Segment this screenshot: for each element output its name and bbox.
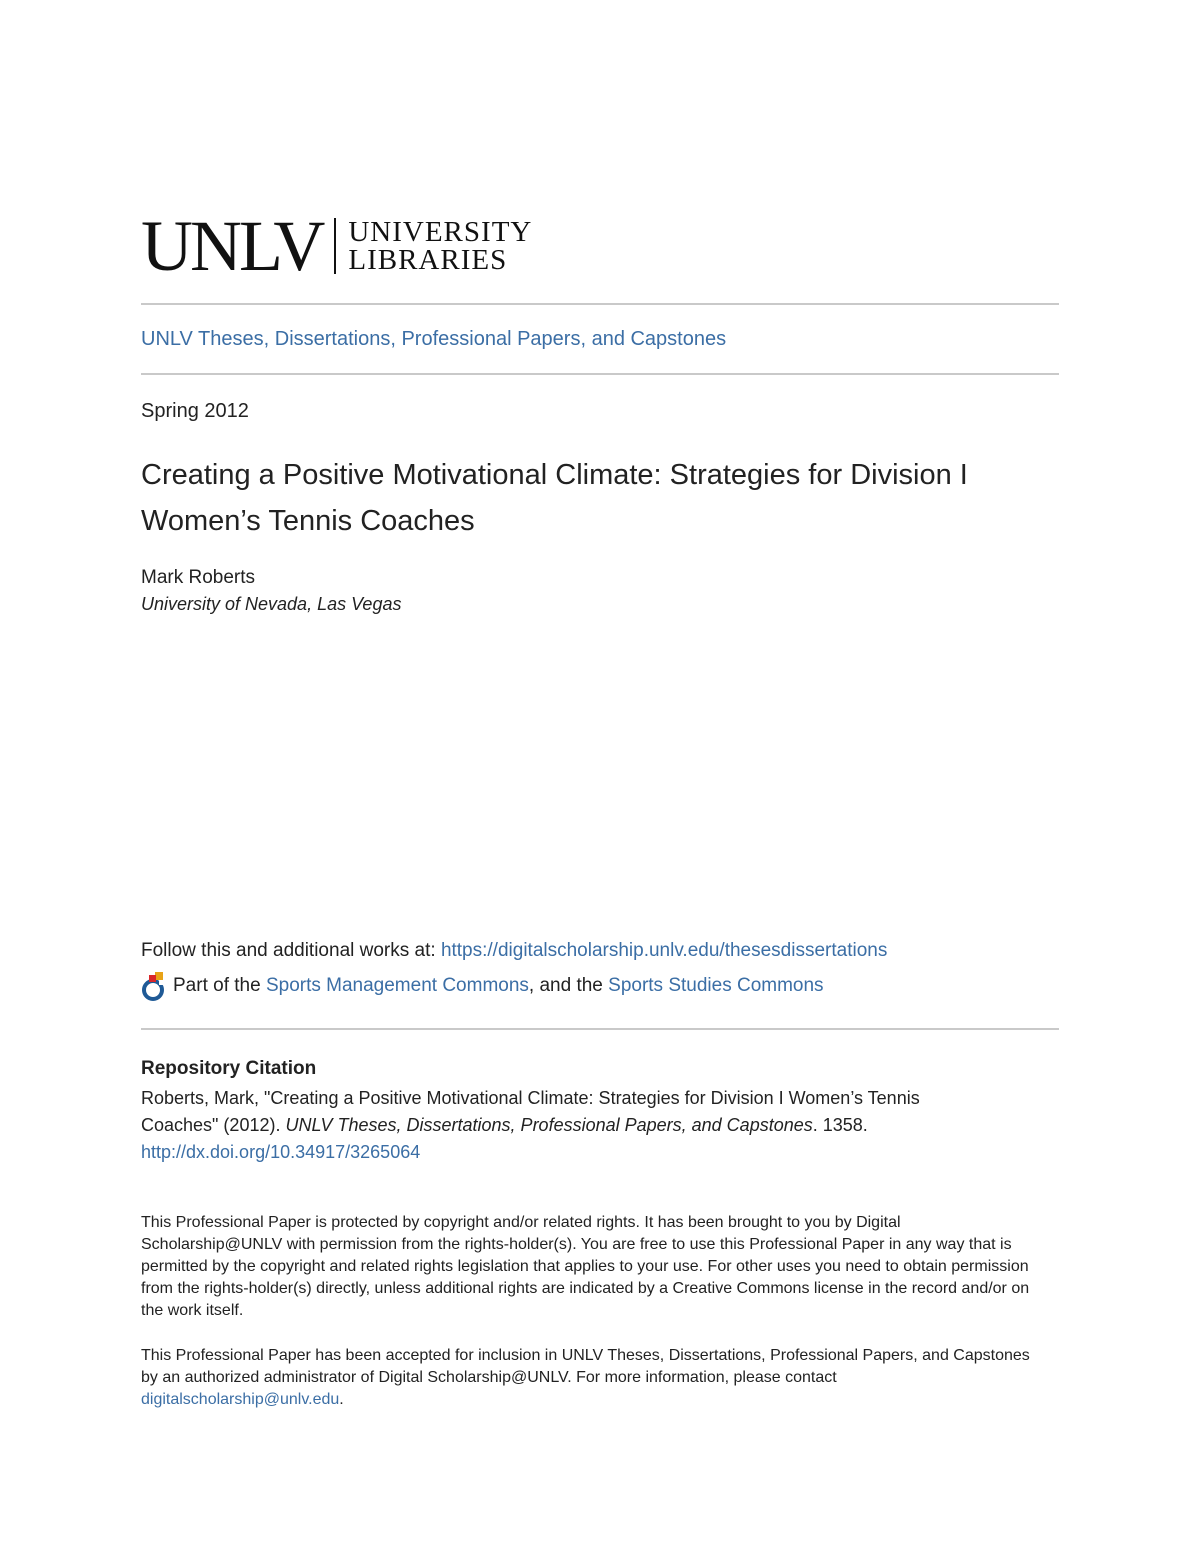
logo-libraries-line: LIBRARIES	[348, 244, 508, 276]
citation-series-italic: UNLV Theses, Dissertations, Professional Papers, and Capstones	[285, 1115, 813, 1135]
part-of-middle: , and the	[528, 975, 609, 996]
doi-link[interactable]: http://dx.doi.org/10.34917/3265064	[141, 1142, 421, 1162]
follow-prefix: Follow this and additional works at:	[141, 940, 441, 961]
part-of-prefix: Part of the	[173, 975, 261, 996]
citation-number: . 1358.	[812, 1115, 868, 1135]
contact-email-link[interactable]: digitalscholarship@unlv.edu	[141, 1391, 340, 1408]
top-divider	[141, 303, 1059, 305]
author-affiliation: University of Nevada, Las Vegas	[141, 594, 402, 614]
logo-divider	[334, 218, 336, 274]
series-divider	[141, 373, 1059, 375]
collection-url-link[interactable]: https://digitalscholarship.unlv.edu/thesesdissertations	[440, 940, 888, 961]
acceptance-text: This Professional Paper has been accepted for inclusion in UNLV Theses, Dissertations, Professional Papers, and Capstones by an authorized administrator of Digital Scholarship@UNLV. For more information, please contact	[141, 1347, 1030, 1386]
part-of-line	[141, 970, 824, 1002]
sports-studies-commons-link[interactable]: Sports Studies Commons	[608, 975, 824, 996]
logo-university-line: UNIVERSITY	[348, 216, 533, 248]
network-commons-icon	[141, 970, 169, 1002]
follow-line	[141, 940, 887, 962]
sports-management-commons-link[interactable]: Sports Management Commons	[265, 975, 529, 996]
logo-libraries-text	[348, 218, 532, 274]
acceptance-statement	[141, 1345, 1041, 1411]
citation-main-text: Roberts, Mark, "Creating a Positive Motivational Climate: Strategies for Division I Women’s Tennis Coaches" (2012).	[141, 1088, 920, 1135]
rights-statement: This Professional Paper is protected by copyright and/or related rights. It has been brought to you by Digital Scholarship@UNLV with permission from the rights-holder(s). You are free to use this Professional Paper in any way that is permitted by the copyright and related rights legislation that applies to your use. For other uses you need to obtain permission from the rights-holder(s) directly, unless additional rights are indicated by a Creative Commons license in the record and/or on the work itself.	[141, 1214, 1030, 1319]
citation-divider	[141, 1028, 1059, 1030]
publication-date: Spring 2012	[141, 400, 249, 422]
series-link[interactable]: UNLV Theses, Dissertations, Professional Papers, and Capstones	[141, 328, 727, 350]
repository-citation-heading: Repository Citation	[141, 1058, 317, 1079]
document-title: Creating a Positive Motivational Climate: Strategies for Division I Women’s Tennis Coaches	[141, 459, 968, 537]
repository-citation-text	[141, 1085, 1001, 1166]
acceptance-end: .	[339, 1391, 344, 1408]
author-name: Mark Roberts	[141, 567, 256, 588]
unlv-libraries-logo	[141, 206, 533, 286]
logo-unlv-text: UNLV	[141, 206, 323, 286]
